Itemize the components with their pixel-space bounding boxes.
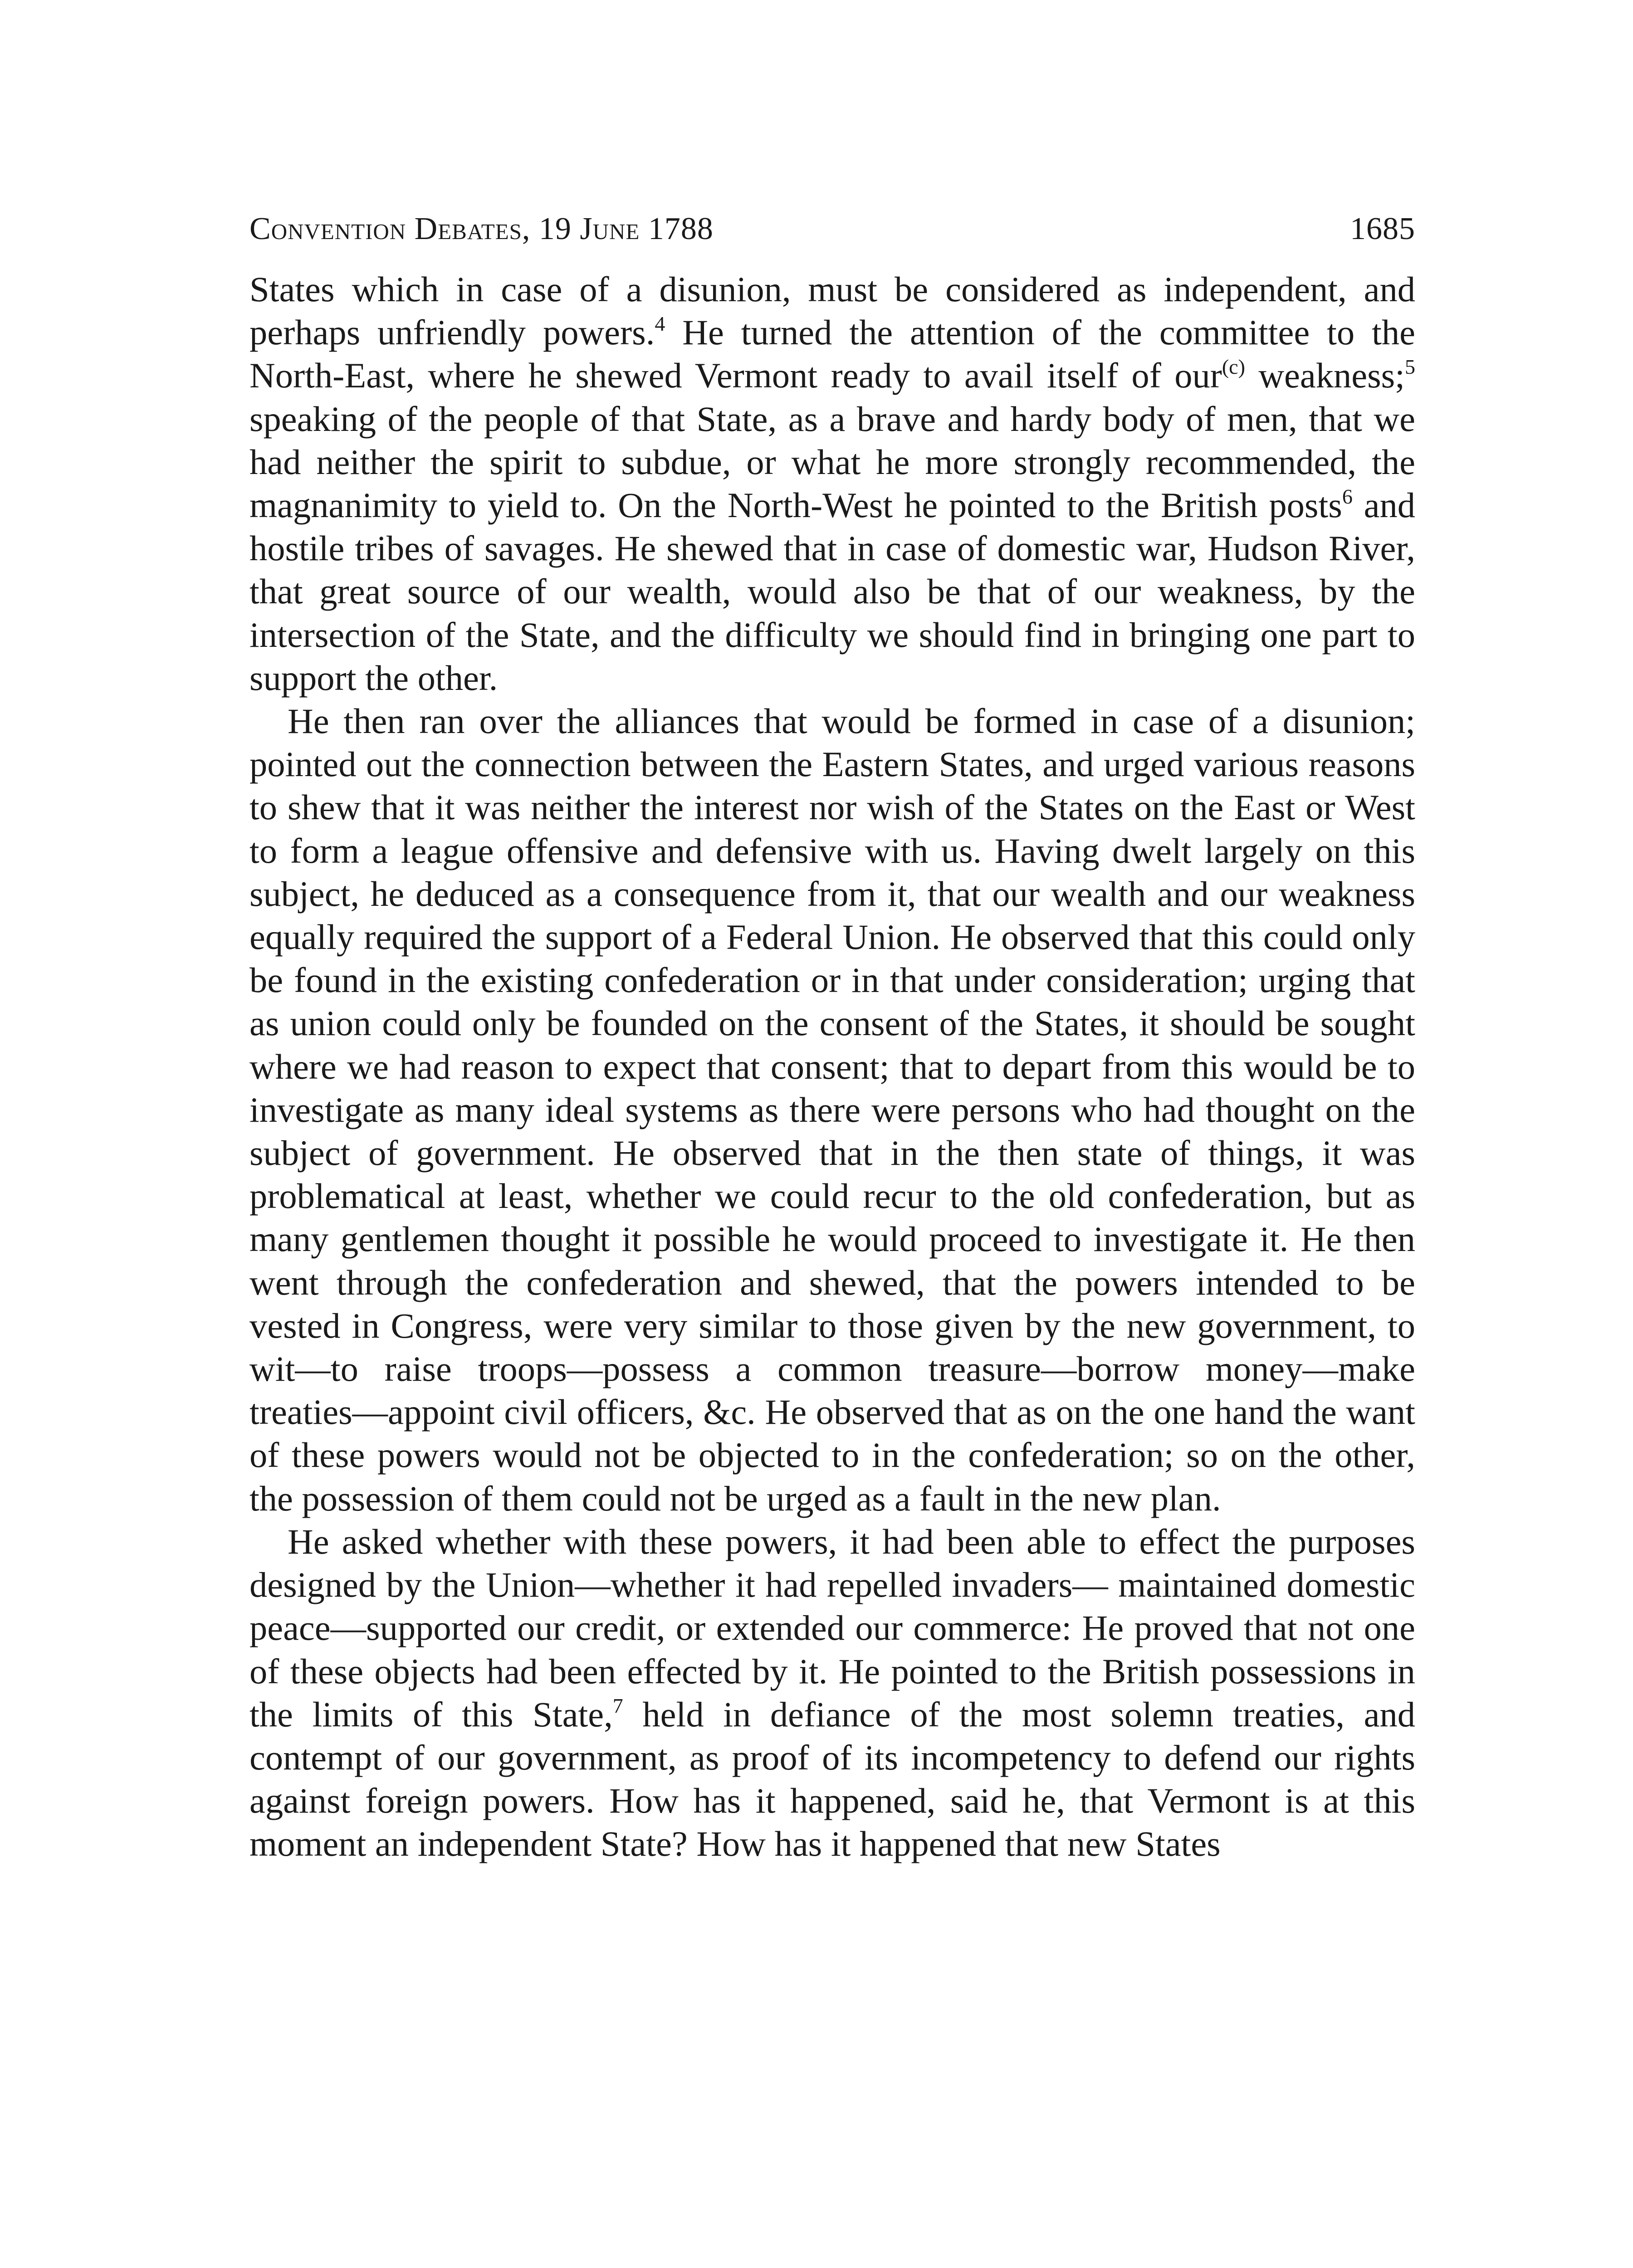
running-head (249, 213, 1415, 268)
paragraph (249, 699, 1415, 1520)
page-number: 1685 (1350, 211, 1415, 246)
footnote-marker: 4 (655, 312, 665, 336)
body-text (249, 268, 1415, 1866)
footnote-marker: 5 (1405, 355, 1415, 379)
text-run: He then ran over the alliances that would be formed in case of a disunion; pointed out the connection between the Eastern States, and urged various reasons to shew that it was neither the interest nor wish of the States on the East or West to form a league offensive and defensive with us. Having dwelt largely on this subject, he deduced as a consequence from it, that our wealth and our weakness equally required the support of a Federal Union. He observed that this could only be found in the existing confederation or in that under consideration; urging that as union could only be founded on the consent of the States, it should be sought where we had reason to expect that consent; that to depart from this would be to investigate as many ideal systems as there were persons who had thought on the subject of government. He observed that in the then state of things, it was problematical at least, whether we could recur to the old confederation, but as many gentlemen thought it possible he would proceed to investigate it. He then went through the confederation and shewed, that the powers intended to be vested in Congress, were very similar to those given by the new government, to wit—to raise troops—possess a common treasure—borrow money—make treaties—appoint civil officers, &c. He observed that as on the one hand the want of these powers would not be objected to in the confederation; so on the other, the possession of them could not be urged as a fault in the new plan. (249, 701, 1415, 1518)
footnote-marker: 7 (612, 1694, 623, 1717)
running-title: Convention Debates, 19 June 1788 (249, 211, 714, 246)
text-run: He turned the attention of the committee to the North-East, where he shewed Vermont ready to avail itself of our (249, 313, 1415, 396)
paragraph (249, 1520, 1415, 1866)
text-run: States which in case of a disunion, must be considered as independent, and perhaps unfriendly powers. (249, 269, 1415, 352)
text-run: weakness; (1245, 356, 1405, 396)
text-run: held in defiance of the most solemn treaties, and contempt of our government, as proof of its incompetency to defend our rights against foreign powers. How has it happened, said he, that Vermont is at this moment an independent State? How has it happened that new States (249, 1694, 1415, 1864)
text-run: speaking of the people of that State, as a brave and hardy body of men, that we had neither the spirit to subdue, or what he more strongly recommended, the magnanimity to yield to. On the North-West he pointed to the British posts (249, 399, 1415, 525)
text-run: and hostile tribes of savages. He shewed that in case of domestic war, Hudson River, that great source of our wealth, would also be that of our weakness, by the intersection of the State, and the difficulty we should find in bringing one part to support the other. (249, 485, 1415, 698)
document-page (249, 213, 1415, 1866)
text-run: He asked whether with these powers, it had been able to effect the purposes designed by the Union—whether it had repelled invaders— maintained domestic peace—supported our credit, or extended our commerce: He proved that not one of these objects had been effected by it. He pointed to the British possessions in the limits of this State, (249, 1521, 1415, 1734)
footnote-marker: (c) (1222, 355, 1245, 379)
paragraph (249, 268, 1415, 699)
footnote-marker: 6 (1342, 485, 1353, 508)
